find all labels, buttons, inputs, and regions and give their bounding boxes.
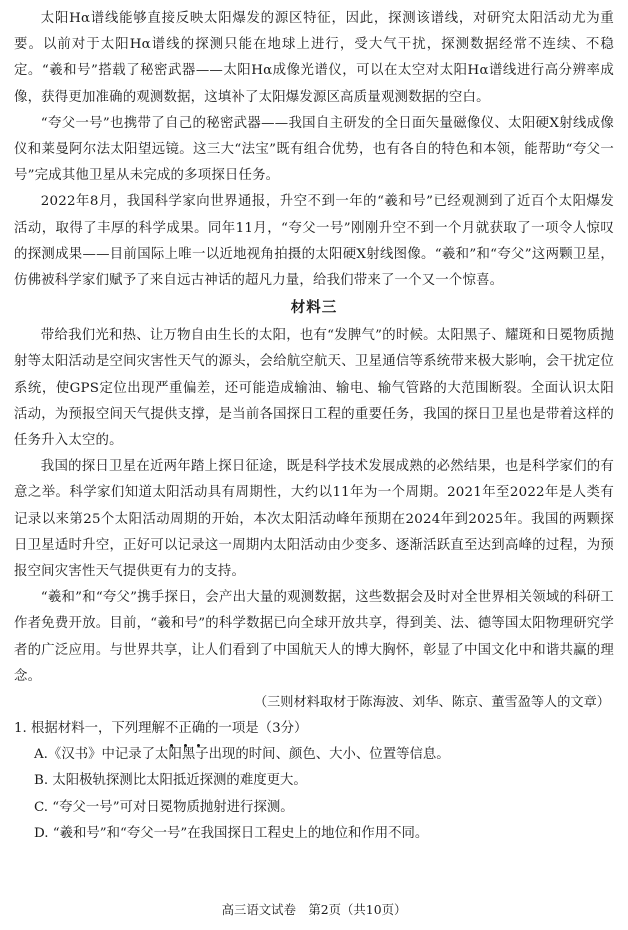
emphasis-char: 确	[192, 716, 205, 742]
question-stem-suffix: 的一项是（3分）	[205, 721, 308, 737]
question-stem-prefix: 1. 根据材料一，下列理解	[14, 721, 165, 737]
paragraph-solar-activity-impact: 带给我们光和热、让万物自由生长的太阳，也有“发脾气”的时候。太阳黑子、耀斑和日冕物质抛射等太阳活动是空间灾害性天气的源头，会给航空航天、卫星通信等系统带来极大影响，会干扰定位系统，使GPS定位出现严重偏差，还可能造成输油、输电、输气管路的大范围断裂。全面认识太阳活动，为预报空间天气提供支撑，是当前各国探日工程的重要任务，我国的探日卫星也是带着这样的任务升入太空的。	[14, 328, 614, 449]
paragraph-solar-cycle: 我国的探日卫星在近两年踏上探日征途，既是科学技术发展成熟的必然结果，也是科学家们的有意之举。科学家们知道太阳活动具有周期性，大约以11年为一个周期。2021年至2022年是人类有记录以来第25个太阳活动周期的开始，本次太阳活动峰年预期在2024年到2025年。我国的两颗探日卫星适时升空，正好可以记录这一周期内太阳活动由少变多、逐渐活跃直至达到高峰的过程，为预报空间灾害性天气提供更有力的支持。	[14, 459, 614, 580]
paragraph-kuafu-weapons: “夸父一号”也携带了自己的秘密武器——我国自主研发的全日面矢量磁像仪、太阳硬X射线成像仪和莱曼阿尔法太阳望远镜。这三大“法宝”既有组合优势，也有各自的特色和本领，能帮助“夸父一号”完成其他卫星从未完成的多项探日任务。	[14, 115, 614, 184]
option-c: C. “夸父一号”可对日冕物质抛射进行探测。	[34, 799, 294, 815]
question-emphasis-word	[165, 716, 205, 742]
paragraph-2022-results: 2022年8月，我国科学家向世界通报，升空不到一年的“羲和号”已经观测到了近百个太阳爆发活动，取得了丰厚的科学成果。同年11月，“夸父一号”刚刚升空不到一个月就获取了一项令人惊叹的探测成果——目前国际上唯一以近地视角拍摄的太阳硬X射线图像。“羲和”和“夸父”这两颗卫星，仿佛被科学家们赋予了来自远古神话的超凡力量，给我们带来了一个又一个惊喜。	[14, 194, 614, 289]
option-b: B. 太阳极轨探测比太阳抵近探测的难度更大。	[34, 773, 307, 789]
option-a: A.《汉书》中记录了太阳黑子出现的时间、颜色、大小、位置等信息。	[34, 747, 450, 763]
paragraph-data-sharing: “羲和”和“夸父”携手探日，会产出大量的观测数据，这些数据会及时对全世界相关领域的科研工作者免费开放。目前，“羲和号”的科学数据已向全球开放共享，得到美、法、德等国太阳物理研究学者的广泛应用。与世界共享，让人们看到了中国航天人的博大胸怀，彰显了中国文化中和谐共赢的理念。	[14, 590, 614, 684]
paragraph-halpha: 太阳Hα谱线能够直接反映太阳爆发的源区特征，因此，探测该谱线，对研究太阳活动尤为重要。以前对于太阳Hα谱线的探测只能在地球上进行，受大气干扰，探测数据经常不连续、不稳定。“羲和号”搭载了秘密武器——太阳Hα成像光谱仪，可以在太空对太阳Hα谱线进行高分辨率成像，获得更加准确的观测数据，这填补了太阳爆发源区高质量观测数据的空白。	[14, 11, 614, 105]
emphasis-char: 正	[178, 716, 191, 742]
emphasis-char: 不	[165, 716, 178, 742]
option-d: D. “羲和号”和“夸父一号”在我国探日工程史上的地位和作用不同。	[34, 826, 429, 842]
section-title-material-3: 材料三	[290, 300, 338, 317]
source-note: （三则材料取材于陈海波、刘华、陈京、董雪盈等人的文章）	[253, 695, 610, 711]
page-footer: 高三语文试卷 第2页（共10页）	[221, 902, 407, 917]
question-1-stem	[14, 716, 614, 742]
